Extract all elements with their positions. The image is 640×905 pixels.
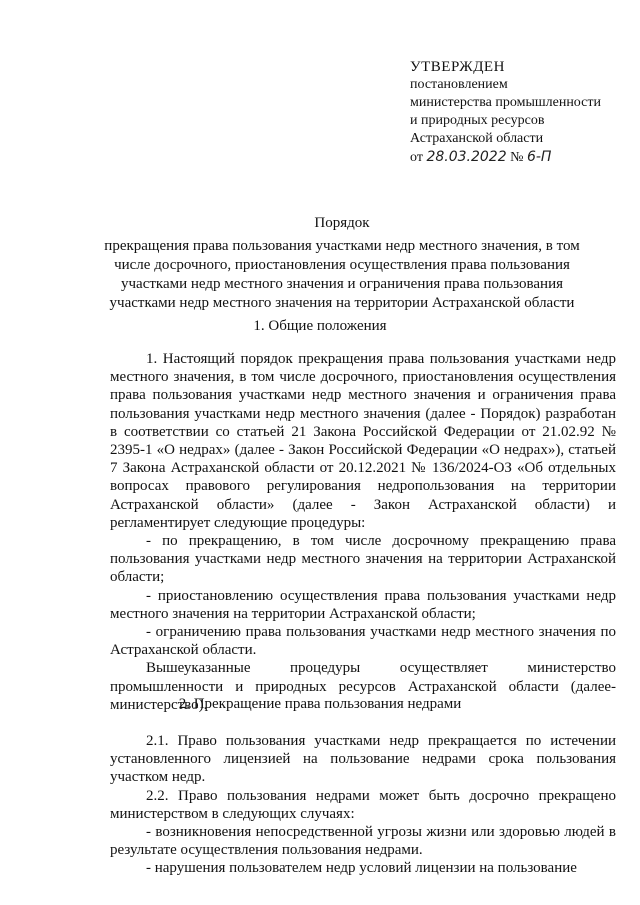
paragraph: - нарушения пользователем недр условий лицензии на пользование — [146, 860, 577, 877]
section-2-heading: 2. Прекращение права пользования недрами — [178, 696, 462, 712]
section-2-body — [110, 732, 616, 878]
paragraph: Вышеуказанные процедуры осуществляет министерство промышленности и природных ресурсов Астраханской области (далее-министерство). — [110, 660, 616, 713]
title-heading: Порядок — [314, 215, 370, 231]
approval-stamp — [410, 58, 601, 167]
paragraph: - приостановлению осуществления права пользования участками недр местного значения на территории Астраханской области; — [110, 587, 616, 622]
paragraph: - ограничению права пользования участками недр местного значения по Астраханской области. — [110, 624, 616, 659]
document-title — [92, 214, 592, 313]
paragraph: - возникновения непосредственной угрозы жизни или здоровью людей в результате осуществления пользования недрами. — [110, 824, 616, 859]
approval-number: 6-П — [526, 149, 552, 165]
paragraph: - по прекращению, в том числе досрочному прекращению права пользования участками недр местного значения на территории Астраханской области; — [110, 533, 616, 586]
approval-date-line — [410, 148, 601, 167]
paragraph: 2.1. Право пользования участками недр прекращается по истечении установленного лицензией на пользование недрами срока пользования участком недр. — [110, 733, 616, 786]
approval-date-prefix: от — [410, 150, 423, 165]
approval-line: и природных ресурсов — [410, 113, 545, 128]
approval-line: постановлением — [410, 77, 508, 92]
approval-line: министерства промышленности — [410, 95, 601, 110]
section-1-heading: 1. Общие положения — [253, 318, 387, 334]
approval-heading: УТВЕРЖДЕН — [410, 59, 505, 75]
title-body: прекращения права пользования участками недр местного значения, в том числе досрочного, приостановления осуществления права пользования участками недр местного значения и ограничения права пользования участками недр местного значения на территории Астраханской области — [104, 238, 580, 311]
paragraph: 2.2. Право пользования недрами может быть досрочно прекращено министерством в следующих случаях: — [110, 787, 616, 822]
paragraph: 1. Настоящий порядок прекращения права пользования участками недр местного значения, в том числе досрочного, приостановления осуществления права пользования участками недр местного значения и ограничения права пользования участками недр местного значения (далее - Порядок) разработан в соответствии со статьей 21 Закона Российской Федерации от 21.02.92 № 2395-1 «О недрах» (далее - Закон Российской Федерации «О недрах»), статьей 7 Закона Астраханской области от 20.12.2021 № 136/2024-ОЗ «Об отдельных вопросах правового регулирования недропользования на территории Астраханской области» (далее - Закон Астраханской области) и регламентирует следующие процедуры: — [110, 351, 616, 531]
approval-date: 28.03.2022 — [426, 149, 507, 165]
approval-number-sign: № — [510, 150, 524, 165]
section-1-body — [110, 350, 616, 714]
approval-line: Астраханской области — [410, 131, 544, 146]
